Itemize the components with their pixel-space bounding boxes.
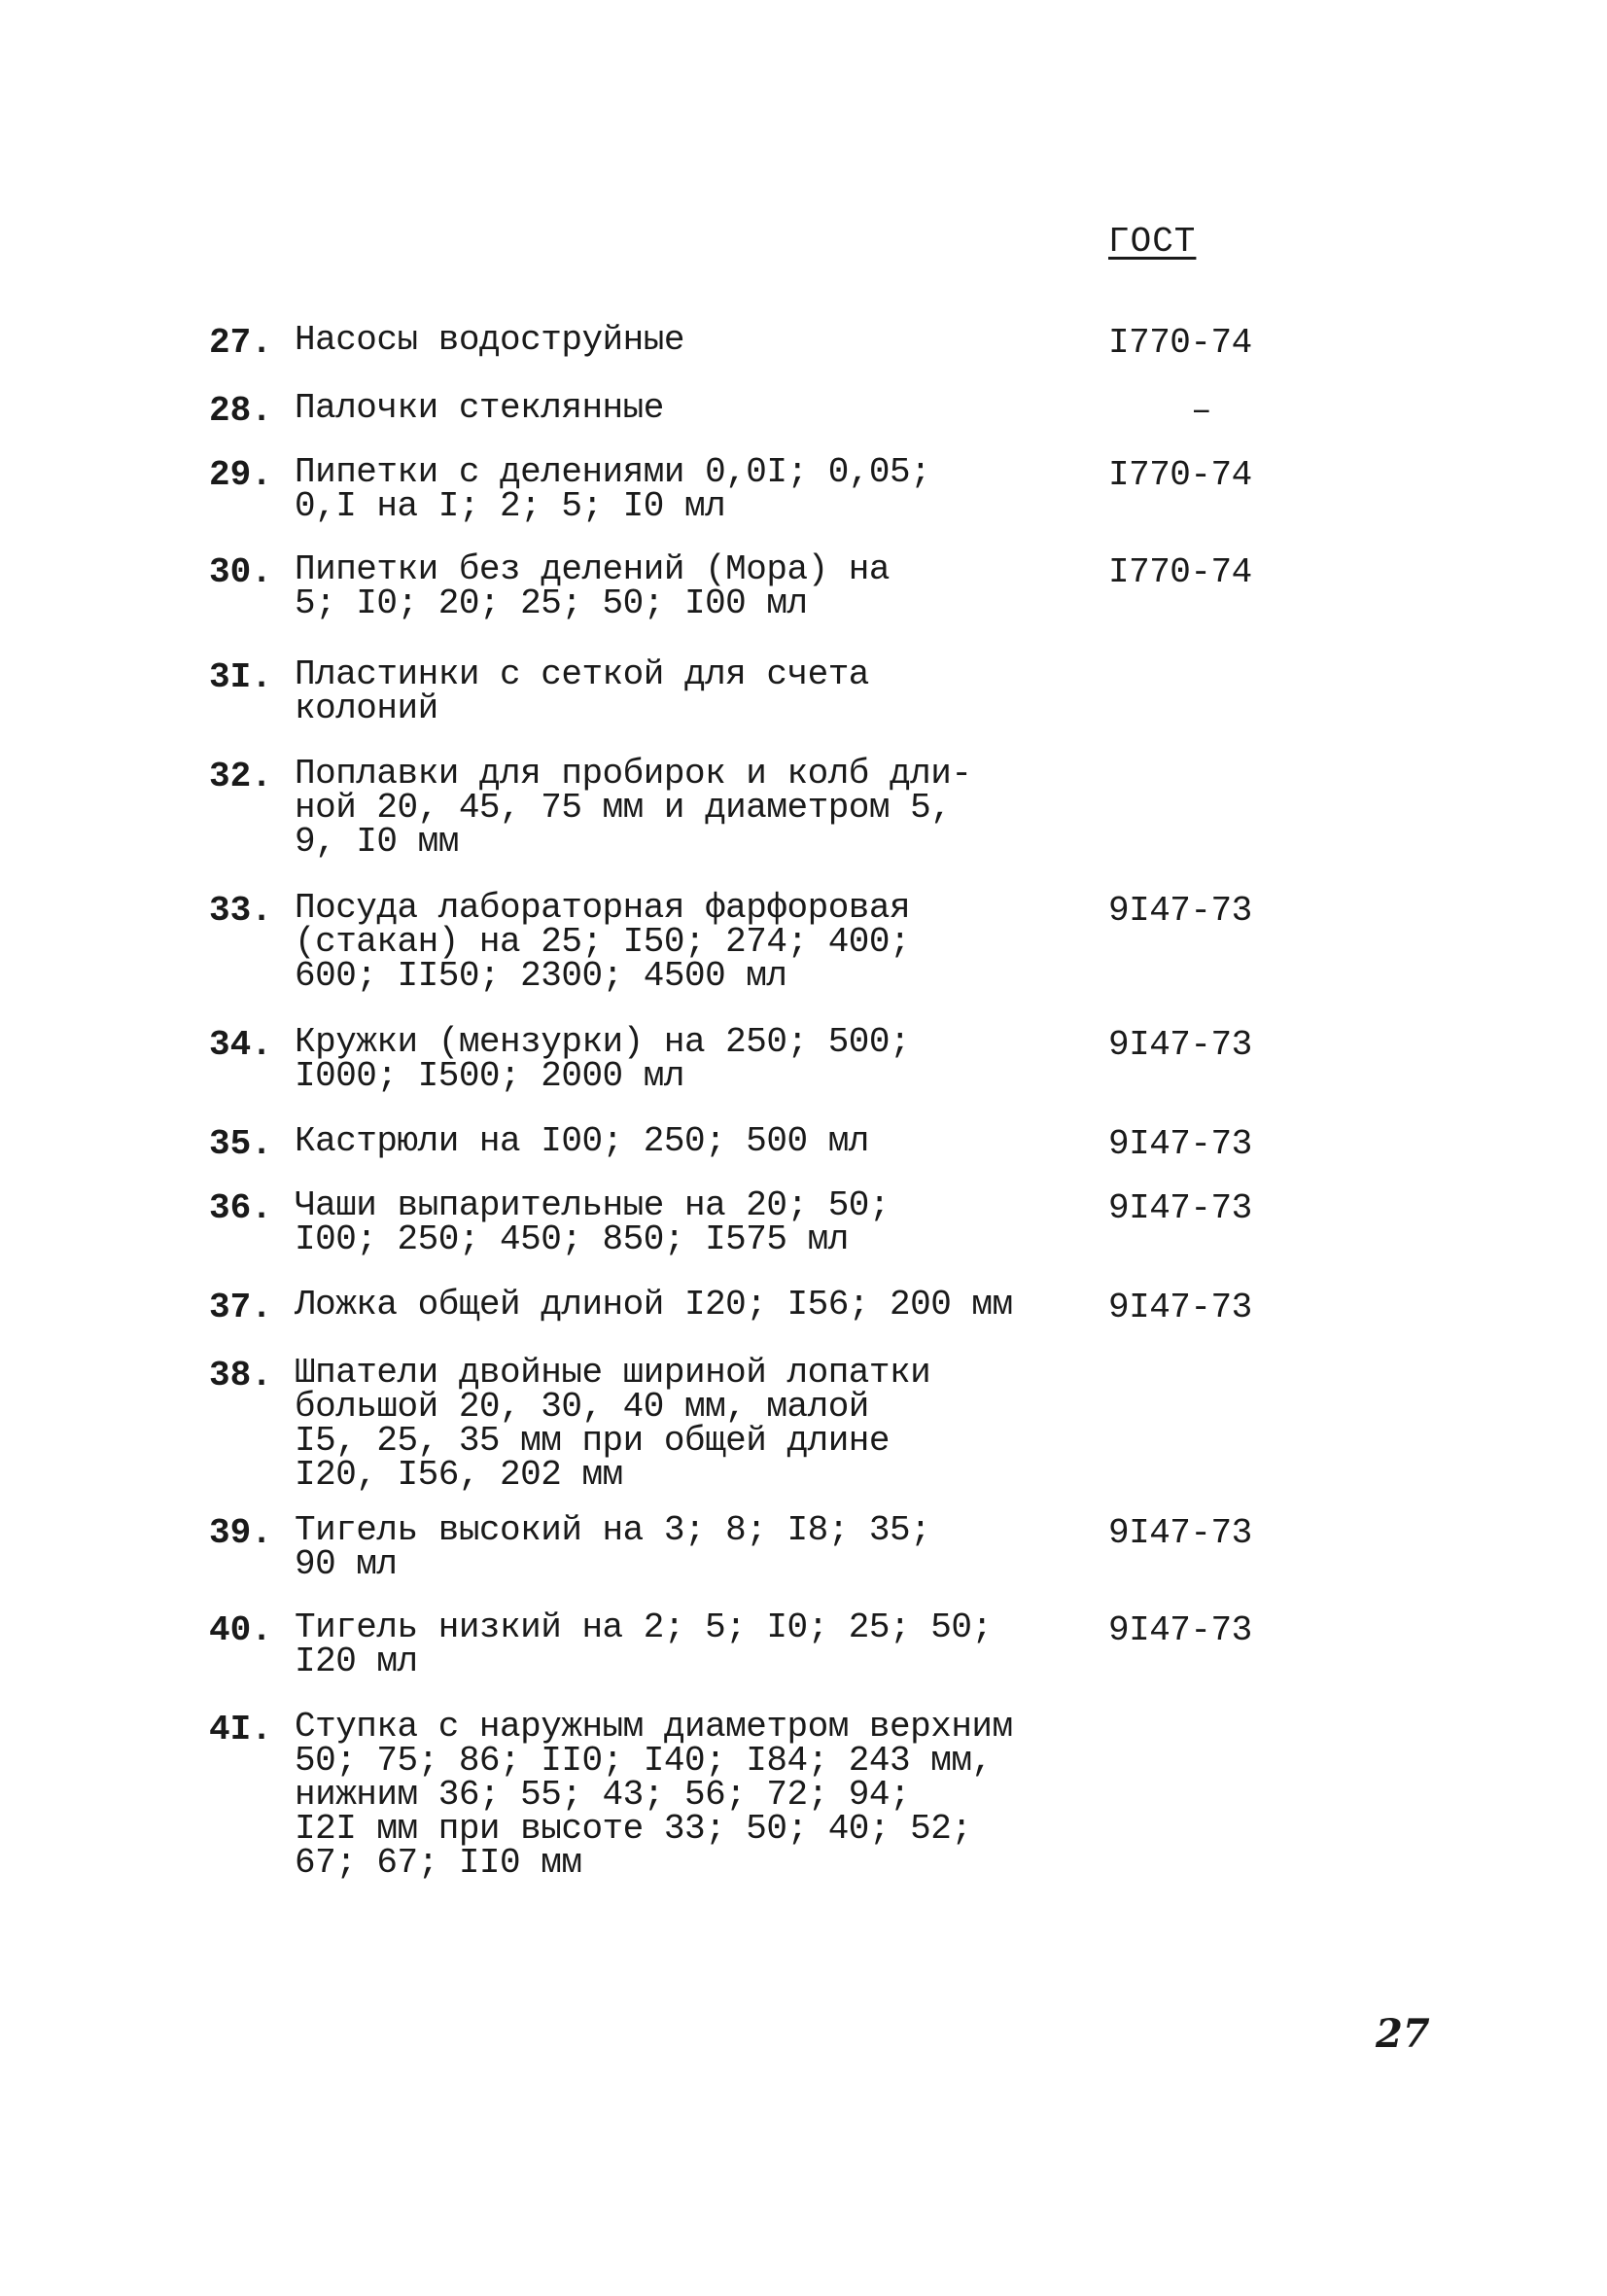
item-text: Пипетки без делений (Мора) на 5; I0; 20; 25; 50; I00 мл — [295, 549, 891, 623]
item-number: 35. — [209, 1124, 272, 1164]
item-number: 30. — [209, 552, 272, 592]
item-number: 28. — [209, 391, 272, 431]
item-text: Тигель низкий на 2; 5; I0; 25; 50; I20 мл — [295, 1607, 993, 1681]
item-text: Посуда лабораторная фарфоровая (стакан) на 25; I50; 274; 400; 600; II50; 2300; 4500 мл — [295, 888, 911, 996]
item-number: 37. — [209, 1288, 272, 1327]
item-text: Пластинки с сеткой для счета колоний — [295, 654, 869, 728]
item-text: Тигель высокий на 3; 8; I8; 35; 90 мл — [295, 1510, 931, 1584]
item-gost: I770-74 — [1108, 323, 1252, 363]
item-text: Шпатели двойные шириной лопатки большой 20, 30, 40 мм, малой I5, 25, 35 мм при общей длине I20, I56, 202 мм — [295, 1353, 931, 1495]
item-number: 3I. — [209, 657, 272, 697]
item-number: 27. — [209, 323, 272, 363]
item-text: Чаши выпарительные на 20; 50; I00; 250; 450; 850; I575 мл — [295, 1185, 891, 1259]
item-text: Поплавки для пробирок и колб дли- ной 20, 45, 75 мм и диаметром 5, 9, I0 мм — [295, 754, 972, 862]
item-gost: 9I47-73 — [1108, 1188, 1252, 1228]
item-number: 40. — [209, 1610, 272, 1650]
item-gost: 9I47-73 — [1108, 1610, 1252, 1650]
item-gost: – — [1191, 391, 1212, 431]
item-number: 33. — [209, 891, 272, 931]
item-gost: 9I47-73 — [1108, 1025, 1252, 1065]
item-number: 34. — [209, 1025, 272, 1065]
item-gost: I770-74 — [1108, 552, 1252, 592]
item-number: 39. — [209, 1513, 272, 1553]
item-gost: 9I47-73 — [1108, 1513, 1252, 1553]
item-text: Палочки стеклянные — [295, 388, 664, 428]
item-gost: 9I47-73 — [1108, 1124, 1252, 1164]
item-text: Пипетки с делениями 0,0I; 0,05; 0,I на I; 2; 5; I0 мл — [295, 452, 931, 526]
item-gost: I770-74 — [1108, 455, 1252, 495]
item-text: Насосы водоструйные — [295, 320, 684, 360]
item-number: 4I. — [209, 1710, 272, 1749]
item-number: 29. — [209, 455, 272, 495]
gost-column-header: ГОСТ — [1108, 222, 1197, 262]
item-gost: 9I47-73 — [1108, 891, 1252, 931]
item-number: 32. — [209, 757, 272, 796]
item-text: Ложка общей длиной I20; I56; 200 мм — [295, 1285, 1013, 1325]
item-text: Ступка с наружным диаметром верхним 50; 75; 86; II0; I40; I84; 243 мм, нижним 36; 55; 43; 56; 72; 94; I2I мм при высоте 33; 50; 40; 52; 67; 67; II0 мм — [295, 1707, 1013, 1883]
item-number: 36. — [209, 1188, 272, 1228]
item-text: Кружки (мензурки) на 250; 500; I000; I500; 2000 мл — [295, 1022, 911, 1096]
item-number: 38. — [209, 1356, 272, 1395]
item-text: Кастрюли на I00; 250; 500 мл — [295, 1121, 869, 1161]
page-number: 27 — [1376, 2011, 1430, 2057]
item-gost: 9I47-73 — [1108, 1288, 1252, 1327]
